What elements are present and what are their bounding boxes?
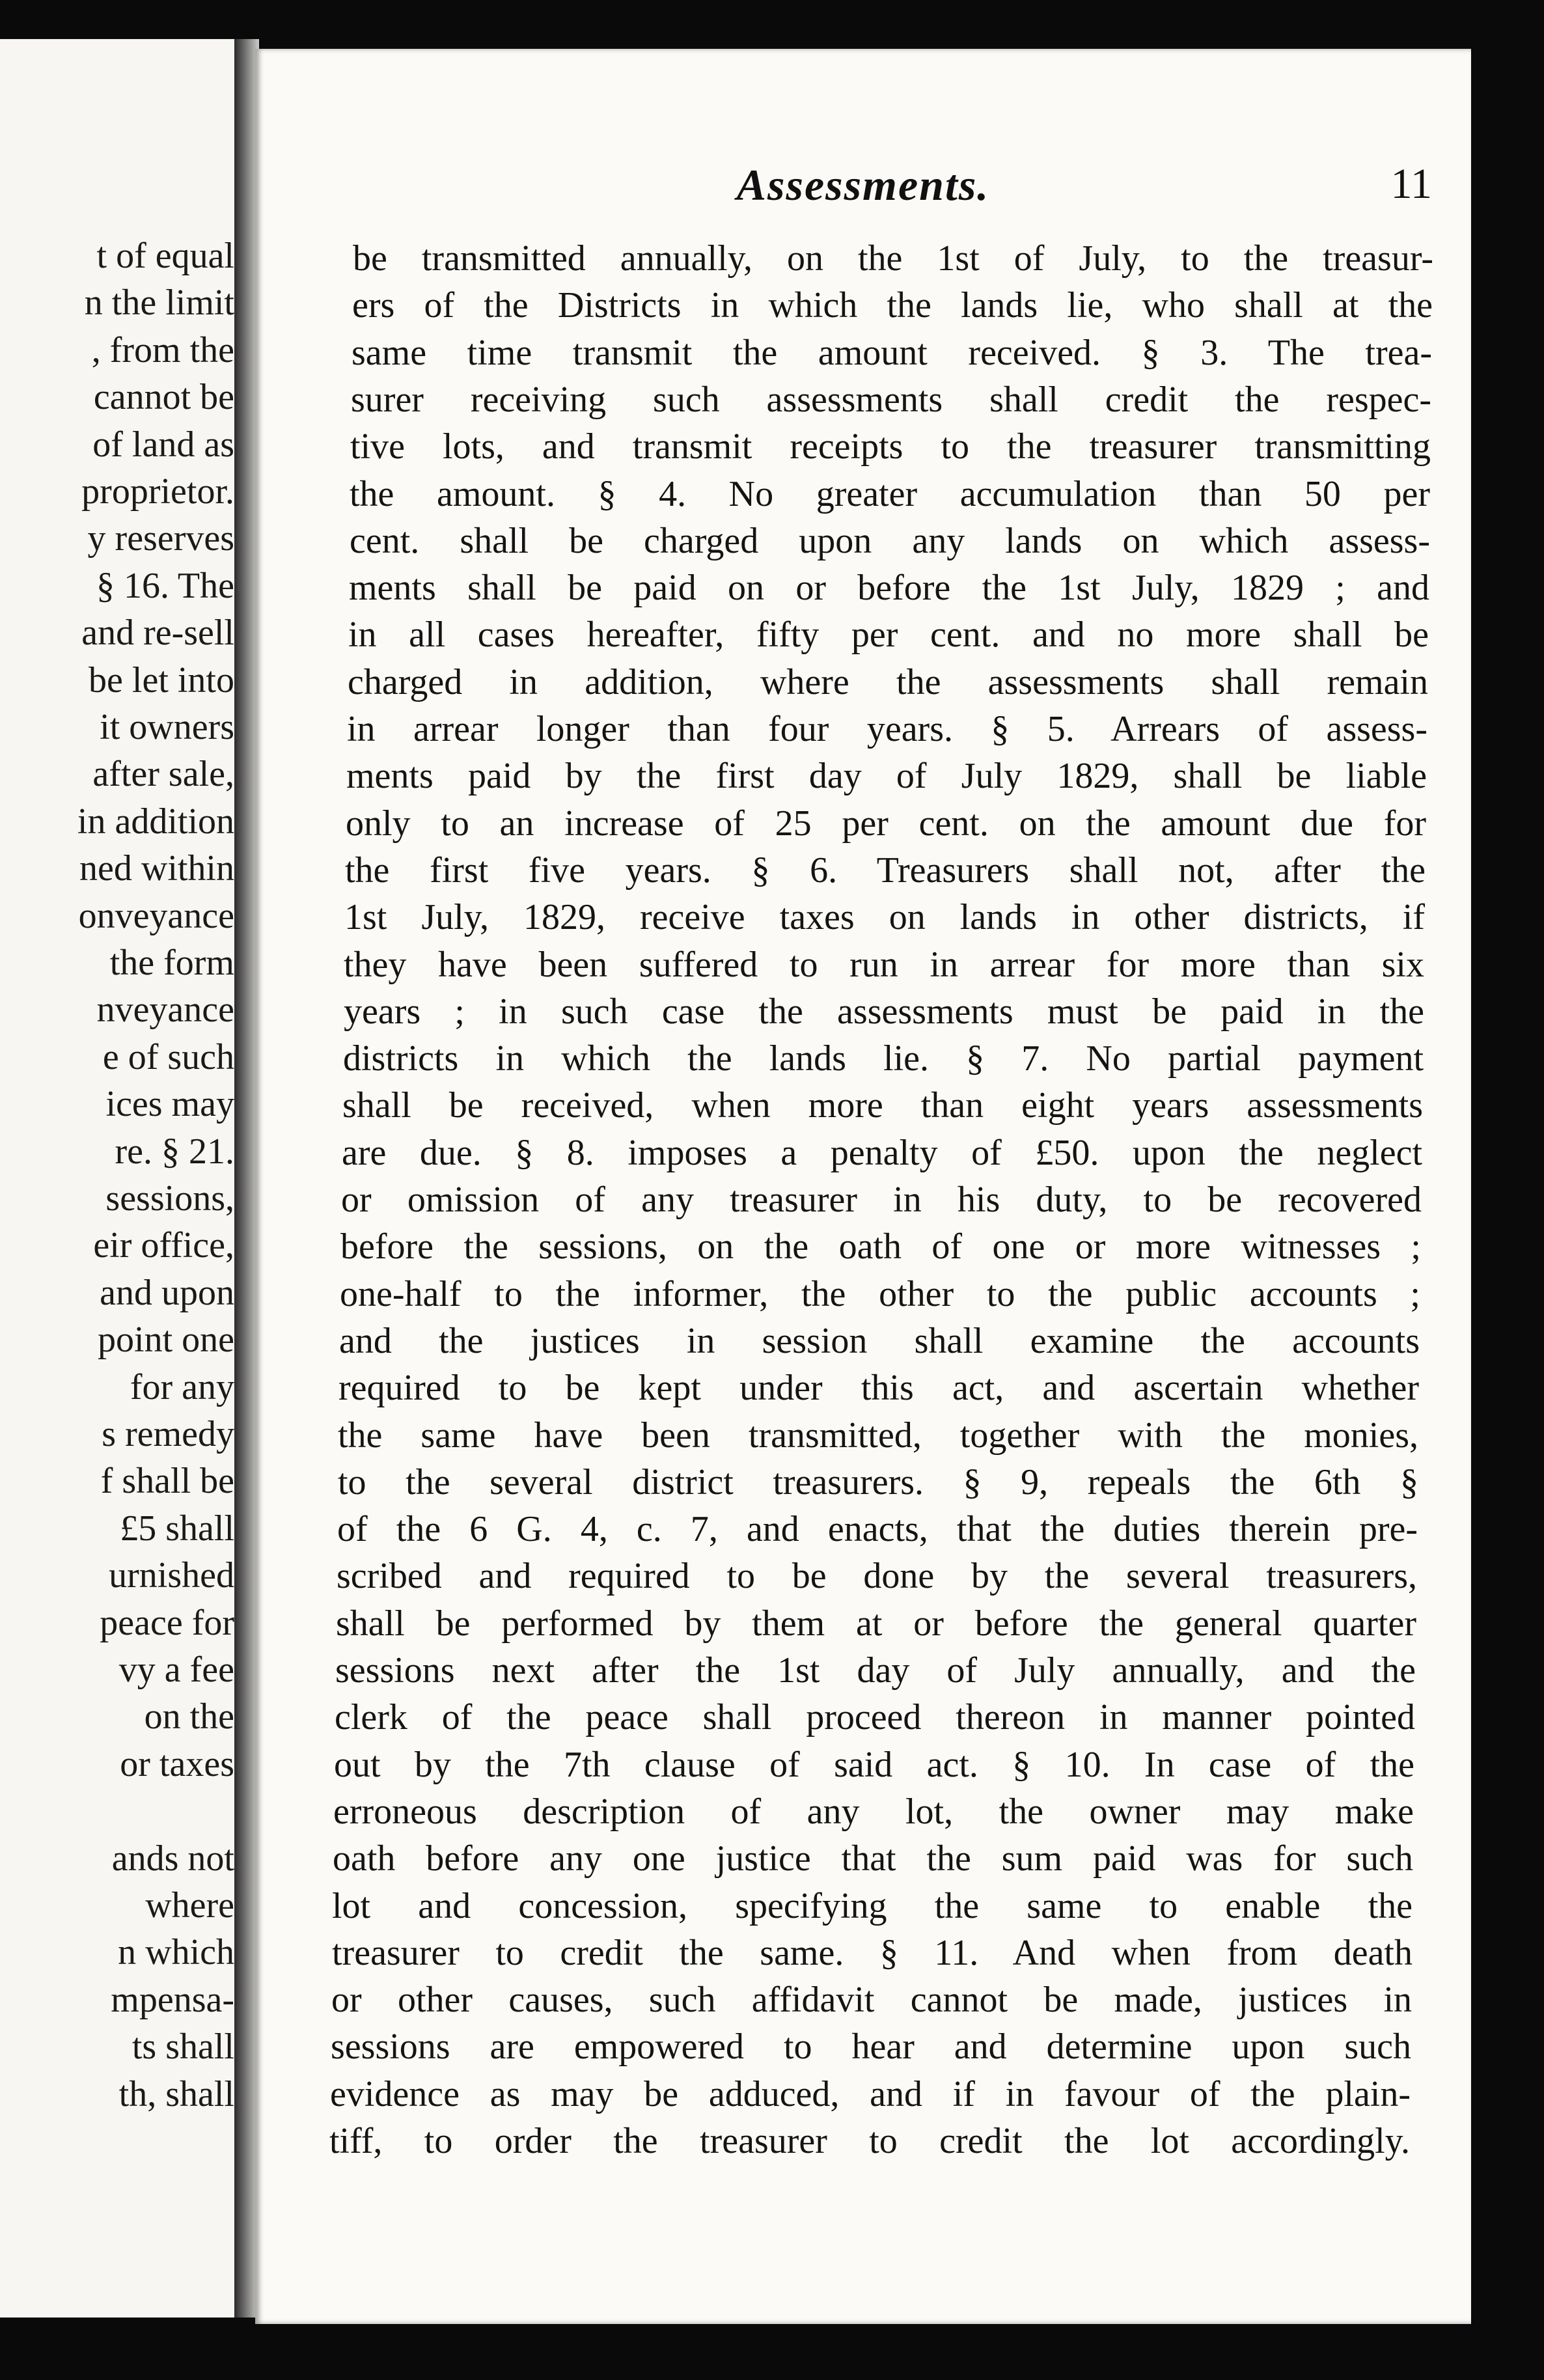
- body-line: same time transmit the amount received. § 3. The trea-: [352, 332, 1432, 373]
- previous-page-fragment: [0, 39, 242, 2318]
- left-page-line: point one: [98, 1320, 234, 1361]
- body-line: the amount. § 4. No greater accumulation than 50 per: [350, 473, 1430, 514]
- left-page-line: and upon: [100, 1272, 234, 1313]
- body-line: the first five years. § 6. Treasurers shall not, after the: [345, 850, 1426, 891]
- left-page-line: ts shall: [131, 2027, 234, 2068]
- body-line: sessions are empowered to hear and determine upon such: [331, 2027, 1411, 2068]
- left-page-line: re. § 21.: [115, 1131, 234, 1172]
- body-line: treasurer to credit the same. § 11. And when from death: [332, 1932, 1413, 1973]
- body-line: only to an increase of 25 per cent. on the amount due for: [346, 803, 1426, 844]
- left-page-line: of land as: [92, 424, 234, 465]
- body-line: out by the 7th clause of said act. § 10. In case of the: [334, 1744, 1414, 1785]
- left-page-line: for any: [130, 1366, 234, 1407]
- body-line: scribed and required to be done by the several treasurers,: [337, 1556, 1417, 1597]
- body-line: 1st July, 1829, receive taxes on lands in other districts, if: [344, 897, 1425, 938]
- left-page-line: proprietor.: [81, 471, 234, 512]
- left-page-line: and re-sell: [81, 613, 234, 654]
- left-page-line: after sale,: [92, 754, 234, 795]
- left-page-line: peace for: [100, 1602, 234, 1643]
- body-line: in all cases hereafter, fifty per cent. and no more shall be: [348, 615, 1429, 656]
- left-page-line: in addition: [77, 801, 234, 842]
- left-page-line: the form: [109, 943, 234, 983]
- left-page-line: ned within: [79, 848, 234, 889]
- page: [255, 49, 1471, 2324]
- body-line: of the 6 G. 4, c. 7, and enacts, that the duties therein pre-: [337, 1509, 1418, 1550]
- left-page-line: urnished: [109, 1555, 234, 1596]
- page-number: 11: [1390, 160, 1432, 208]
- body-line: to the several district treasurers. § 9, repeals the 6th §: [338, 1461, 1418, 1502]
- left-page-line: s remedy: [102, 1414, 234, 1454]
- body-line: shall be performed by them at or before the general quarter: [336, 1603, 1416, 1644]
- left-page-line: where: [145, 1885, 234, 1926]
- left-page-line: nveyance: [96, 989, 234, 1031]
- left-page-line: e of such: [102, 1036, 234, 1077]
- body-line: required to be kept under this act, and ascertain whether: [338, 1368, 1419, 1409]
- body-line: ers of the Districts in which the lands lie, who shall at the: [352, 285, 1433, 326]
- left-page-line: onveyance: [78, 895, 234, 936]
- body-line: erroneous description of any lot, the owner may make: [333, 1791, 1414, 1832]
- body-line: surer receiving such assessments shall credit the respec-: [351, 379, 1431, 420]
- body-line: are due. § 8. imposes a penalty of £50. upon the neglect: [342, 1132, 1422, 1173]
- body-line: they have been suffered to run in arrear for more than six: [344, 944, 1424, 985]
- body-line: be transmitted annually, on the 1st of July, to the treasur-: [353, 238, 1433, 279]
- left-page-line: vy a fee: [118, 1650, 234, 1690]
- left-page-line: on the: [144, 1696, 234, 1737]
- body-line: cent. shall be charged upon any lands on which assess-: [350, 520, 1430, 561]
- body-line: lot and concession, specifying the same to enable the: [332, 1885, 1413, 1926]
- body-line: clerk of the peace shall proceed thereon in manner pointed: [335, 1697, 1415, 1738]
- body-line: one-half to the informer, the other to the public accounts ;: [340, 1273, 1420, 1314]
- left-page-line: § 16. The: [96, 565, 234, 606]
- body-line: or other causes, such affidavit cannot be made, justices in: [331, 1980, 1412, 2021]
- body-line: or omission of any treasurer in his duty, to be recovered: [341, 1180, 1422, 1220]
- left-page-line: n which: [118, 1932, 234, 1973]
- left-page-line: be let into: [89, 659, 234, 700]
- left-page-line: , from the: [91, 329, 234, 370]
- body-line: ments paid by the first day of July 1829, shall be liable: [346, 756, 1427, 797]
- body-line: oath before any one justice that the sum paid was for such: [333, 1838, 1413, 1879]
- left-page-line: th, shall: [118, 2073, 234, 2114]
- body-line: and the justices in session shall examine the accounts: [339, 1320, 1420, 1361]
- left-page-line: ices may: [105, 1084, 234, 1125]
- left-page-line: y reserves: [87, 518, 234, 559]
- body-line: years ; in such case the assessments must be paid in the: [344, 991, 1424, 1032]
- left-page-line: £5 shall: [120, 1508, 234, 1549]
- left-page-line: ands not: [111, 1838, 234, 1879]
- body-line: shall be received, when more than eight years assessments: [342, 1085, 1423, 1126]
- body-line: before the sessions, on the oath of one or more witnesses ;: [340, 1226, 1421, 1267]
- left-page-line: mpensa-: [111, 1979, 234, 2020]
- left-page-line: t of equal: [96, 236, 234, 276]
- body-line: ments shall be paid on or before the 1st July, 1829 ; and: [349, 568, 1429, 609]
- left-page-line: n the limit: [84, 283, 234, 324]
- left-page-line: f shall be: [100, 1461, 234, 1502]
- body-line: tive lots, and transmit receipts to the treasurer transmitting: [350, 426, 1431, 467]
- body-line: evidence as may be adduced, and if in favour of the plain-: [330, 2073, 1411, 2114]
- body-line: the same have been transmitted, together with the monies,: [338, 1415, 1418, 1456]
- left-page-line: cannot be: [93, 377, 234, 418]
- left-page-line: it owners: [100, 707, 234, 747]
- body-line: charged in addition, where the assessments shall remain: [348, 661, 1428, 702]
- body-line: sessions next after the 1st day of July annually, and the: [335, 1650, 1416, 1691]
- left-page-line: sessions,: [105, 1178, 234, 1219]
- body-text: [255, 49, 1471, 2324]
- body-line: tiff, to order the treasurer to credit the lot accordingly.: [329, 2121, 1410, 2161]
- running-head: Assessments.: [736, 160, 990, 210]
- left-page-line: or taxes: [120, 1743, 234, 1784]
- body-line: in arrear longer than four years. § 5. Arrears of assess-: [347, 709, 1427, 749]
- body-line: districts in which the lands lie. § 7. No partial payment: [343, 1038, 1424, 1079]
- left-page-line: eir office,: [93, 1225, 234, 1266]
